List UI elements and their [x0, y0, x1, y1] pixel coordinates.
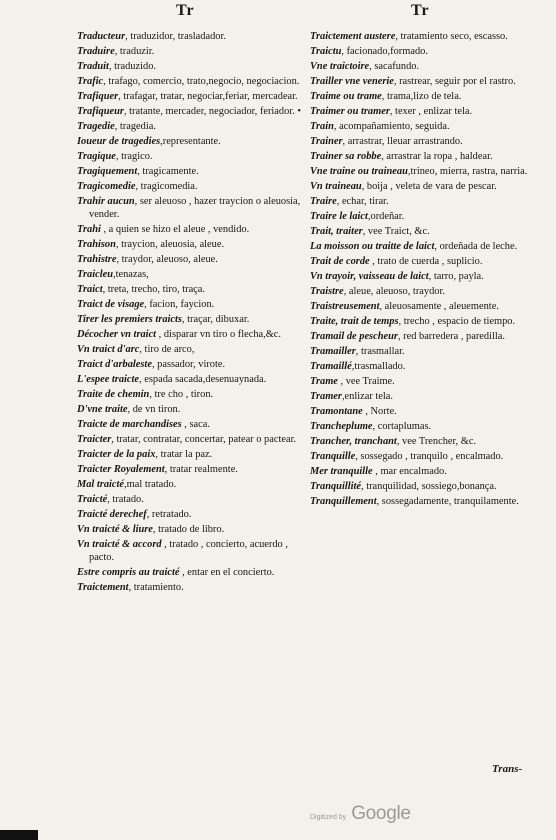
entry-definition: , sacafundo. [369, 60, 420, 72]
entry-headword: Estre compris au traicté [77, 567, 180, 579]
dictionary-entry [310, 450, 543, 463]
entry-definition: , tratado. [107, 493, 144, 505]
dictionary-entry [310, 360, 543, 373]
dictionary-entry [77, 418, 307, 431]
dictionary-entry [77, 253, 307, 266]
entry-headword: Trahistre [77, 254, 117, 266]
dictionary-entry [77, 343, 307, 356]
entry-headword: Traicter [77, 433, 112, 445]
entry-definition: , tragedia. [114, 120, 156, 132]
entry-definition: , tarro, payla. [428, 270, 484, 282]
entry-definition: , vee Traime. [337, 375, 395, 387]
entry-headword: Trahi [77, 224, 101, 236]
entry-headword: Mer tranquille [310, 465, 373, 477]
dictionary-entry [77, 328, 307, 341]
entry-headword: La moisson ou traitte de laict [310, 240, 435, 252]
entry-definition: , tratamiento. [128, 582, 184, 594]
entry-definition: , tragicomedia. [135, 180, 198, 192]
dictionary-entry [77, 150, 307, 163]
entry-headword: Traite, trait de temps [310, 315, 399, 327]
dictionary-entry [77, 581, 307, 594]
entry-definition: , vee Traict, &c. [362, 225, 430, 237]
dictionary-entry [310, 195, 543, 208]
entry-headword: Trailler vne venerie [310, 75, 394, 87]
entry-headword: Traicter Royalement [77, 463, 165, 475]
entry-headword: Traicleu [77, 269, 113, 281]
entry-definition: , tratar la paz. [155, 448, 213, 460]
running-head-left: Tr [176, 2, 195, 19]
dictionary-entry [77, 120, 307, 133]
entry-definition: , tratar realmente. [164, 463, 238, 475]
entry-headword: Traictement austere [310, 31, 396, 42]
entry-definition: , rastrear, seguir por el rastro. [393, 75, 516, 87]
entry-headword: Traicté [77, 493, 108, 505]
entry-headword: Tramaillé [310, 360, 352, 372]
entry-headword: Trafiqueur [77, 105, 124, 117]
dictionary-entry [77, 493, 307, 506]
entry-definition: ,mal tratado. [124, 478, 177, 490]
entry-headword: Traime ou trame [310, 90, 382, 102]
dictionary-entry [310, 60, 543, 73]
dictionary-entry [310, 180, 543, 193]
entry-headword: Trahison [77, 239, 116, 251]
dictionary-entry [310, 375, 543, 388]
dictionary-entry [77, 448, 307, 461]
entry-definition: , Norte. [362, 405, 397, 417]
dictionary-entry [310, 165, 543, 178]
entry-headword: Ioueur de tragedies [77, 135, 161, 147]
entry-definition: , tratar, contratar, concertar, patear o pactear. [111, 433, 297, 445]
dictionary-entry [77, 105, 307, 118]
entry-definition: ,ordeñar. [367, 210, 405, 222]
entry-headword: Tranquillement [310, 495, 377, 507]
dictionary-entry [310, 240, 543, 253]
entry-headword: Tramontane [310, 405, 363, 417]
dictionary-entry [310, 210, 543, 223]
dictionary-entry [77, 90, 307, 103]
entry-definition: , echar, tirar. [336, 195, 389, 207]
dictionary-entry [310, 315, 543, 328]
entry-definition: , trafagar, tratar, negociar,feriar, mercadear. [118, 90, 298, 102]
entry-headword: Traduire [77, 45, 115, 57]
dictionary-entry [77, 75, 307, 88]
entry-definition: , traduzidor, trasladador. [125, 31, 226, 42]
entry-definition: , tratante, mercader, negociador, feriador. • [123, 105, 302, 117]
entry-headword: Tramailler [310, 345, 356, 357]
digitized-by-watermark [310, 803, 411, 825]
entry-definition: , sossegadamente, tranquilamente. [376, 495, 519, 507]
entry-definition: , espada sacada,desenuaynada. [139, 373, 267, 385]
dictionary-entry [77, 238, 307, 251]
entry-headword: Tirer les premiers traicts [77, 314, 182, 326]
entry-headword: D'vne traite [77, 403, 128, 415]
entry-definition: , traçar, dibuxar. [181, 314, 250, 326]
entry-headword: Trafic [77, 75, 104, 87]
dictionary-entry [310, 135, 543, 148]
entry-definition: , traycion, aleuosia, aleue. [115, 239, 225, 251]
dictionary-entry [310, 465, 543, 478]
entry-definition: , vee Trencher, &c. [396, 435, 477, 447]
dictionary-entry [77, 523, 307, 536]
dictionary-entry [310, 285, 543, 298]
entry-headword: Traict [77, 284, 103, 296]
entry-definition: , facionado,formado. [341, 45, 428, 57]
entry-definition: , trecho , espacio de tiempo. [398, 315, 516, 327]
dictionary-entry [77, 60, 307, 73]
scan-edge-mark [0, 830, 38, 840]
dictionary-entry [77, 388, 307, 401]
dictionary-entry [310, 225, 543, 238]
entry-definition: , aleue, aleuoso, traydor. [343, 285, 445, 297]
entry-headword: Traictu [310, 45, 342, 57]
dictionary-entry [310, 420, 543, 433]
entry-definition: , saca. [181, 418, 210, 430]
entry-definition: , treta, trecho, tiro, traça. [102, 284, 206, 296]
entry-headword: Tramer [310, 390, 342, 402]
entry-headword: Tranquillité [310, 480, 361, 492]
entry-headword: L'espee traicte [77, 373, 140, 385]
dictionary-entry [77, 403, 307, 416]
entry-definition: ,tenazas, [112, 269, 149, 281]
dictionary-entry [77, 30, 307, 43]
dictionary-entry [77, 373, 307, 386]
entry-headword: Traict d'arbaleste [77, 358, 152, 370]
dictionary-entry [310, 30, 543, 43]
entry-headword: Traistre [310, 285, 344, 297]
entry-definition: , tragico. [115, 150, 153, 162]
entry-definition: , tratamiento seco, escasso. [395, 31, 508, 42]
dictionary-entry [310, 345, 543, 358]
entry-definition: , sossegado , tranquilo , encalmado. [355, 450, 504, 462]
entry-definition: , traduzido. [108, 60, 156, 72]
dictionary-entry [310, 300, 543, 313]
dictionary-entry [77, 195, 307, 222]
entry-definition: , arrastrar, lleuar arrastrando. [342, 135, 463, 147]
entry-headword: Traistreusement [310, 300, 380, 312]
entry-headword: Vne traine ou traineau [310, 165, 408, 177]
entry-headword: Tragiquement [77, 165, 138, 177]
dictionary-entry [77, 313, 307, 326]
entry-headword: Train [310, 120, 334, 132]
dictionary-entry [310, 405, 543, 418]
dictionary-entry [77, 283, 307, 296]
entry-definition: ,trasmallado. [351, 360, 406, 372]
dictionary-entry [310, 435, 543, 448]
entry-headword: Vne traictoire [310, 60, 370, 72]
entry-definition: , tranquilidad, sossiego,bonança. [361, 480, 497, 492]
entry-definition: , passador, virote. [151, 358, 226, 370]
dictionary-entry [77, 180, 307, 193]
dictionary-entry [77, 165, 307, 178]
dictionary-entry [310, 45, 543, 58]
entry-headword: Trainer [310, 135, 343, 147]
dictionary-entry [310, 255, 543, 268]
entry-definition: , aleuosamente , aleuemente. [379, 300, 499, 312]
entry-headword: Traire [310, 195, 337, 207]
entry-headword: Trame [310, 375, 338, 387]
entry-definition: , ser aleuoso , hazer traycion o aleuosia, vender. [89, 195, 301, 221]
dictionary-entry [77, 298, 307, 311]
entry-headword: Trahir aucun [77, 195, 135, 207]
dictionary-entry [77, 135, 307, 148]
entry-headword: Tramail de pescheur [310, 330, 398, 342]
entry-definition: , texer , enlizar tela. [389, 105, 473, 117]
dictionary-entry [77, 433, 307, 446]
left-column [77, 30, 307, 596]
entry-headword: Trainer sa robbe [310, 150, 382, 162]
entry-definition: , red barredera , paredilla. [397, 330, 505, 342]
google-logo: Google [351, 803, 411, 824]
entry-headword: Traire le laict [310, 210, 368, 222]
entry-definition: , disparar vn tiro o flecha,&c. [156, 329, 282, 340]
entry-definition: , tratado , concierto, acuerdo , pacto. [89, 538, 288, 564]
entry-definition: , trama,lizo de tela. [381, 90, 462, 102]
entry-headword: Tragedie [77, 120, 115, 132]
entry-headword: Vn trayoir, vaisseau de laict [310, 270, 429, 282]
entry-headword: Traictement [77, 582, 129, 594]
entry-headword: Décocher vn traict [77, 329, 157, 340]
entry-headword: Trancher, tranchant [310, 435, 397, 447]
entry-definition: , entar en el concierto. [179, 567, 275, 579]
dictionary-entry [310, 330, 543, 343]
dictionary-entry [77, 538, 307, 565]
dictionary-entry [310, 270, 543, 283]
entry-headword: Traite de chemin [77, 388, 150, 400]
dictionary-entry [77, 566, 307, 579]
entry-headword: Tragique [77, 150, 116, 162]
dictionary-entry [310, 480, 543, 493]
dictionary-entry [77, 508, 307, 521]
entry-headword: Traimer ou tramer [310, 105, 390, 117]
entry-definition: , cortaplumas. [372, 420, 432, 432]
dictionary-entry [310, 75, 543, 88]
dictionary-entry [77, 358, 307, 371]
entry-definition: , trafago, comercio, trato,negocio, negociacion. [103, 75, 300, 87]
entry-definition: , mar encalmado. [372, 465, 447, 477]
entry-headword: Traducteur [77, 31, 126, 42]
right-column [310, 30, 543, 510]
entry-headword: Trafiquer [77, 90, 119, 102]
entry-definition: , facion, faycion. [144, 299, 215, 311]
entry-headword: Traicté derechef [77, 508, 147, 520]
entry-definition: , arrastrar la ropa , haldear. [381, 150, 493, 162]
entry-definition: , trasmallar. [355, 345, 405, 357]
entry-headword: Tranquille [310, 450, 356, 462]
entry-definition: , a quien se hizo el aleue , vendido. [100, 224, 250, 236]
entry-definition: , acompañamiento, seguida. [333, 120, 450, 132]
entry-definition: , traydor, aleuoso, aleue. [116, 254, 218, 266]
entry-headword: Traict de visage [77, 299, 145, 311]
entry-definition: ,enlizar tela. [341, 390, 394, 402]
catchword: Trans- [492, 763, 523, 775]
entry-definition: , tratado de libro. [152, 523, 225, 535]
entry-definition: ,trineo, mierra, rastra, narria. [407, 165, 528, 177]
dictionary-entry [77, 478, 307, 491]
dictionary-entry [77, 268, 307, 281]
entry-headword: Vn traicté & accord [77, 538, 162, 550]
dictionary-entry [77, 45, 307, 58]
entry-headword: Vn traineau [310, 180, 362, 192]
dictionary-entry [310, 90, 543, 103]
dictionary-entry [310, 495, 543, 508]
entry-definition: , retratado. [146, 508, 192, 520]
entry-headword: Tragicomedie [77, 180, 136, 192]
entry-definition: , ordeñada de leche. [434, 240, 518, 252]
entry-definition: , de vn tiron. [127, 403, 181, 415]
dictionary-entry [310, 120, 543, 133]
entry-headword: Vn traict d'arc [77, 343, 140, 355]
dictionary-entry [310, 390, 543, 403]
entry-definition: , traduzir. [114, 45, 155, 57]
entry-headword: Trait, traiter [310, 225, 363, 237]
entry-definition: , trato de cuerda , suplicio. [369, 255, 483, 267]
running-head-right: Tr [411, 2, 430, 19]
digitized-by-text: Digitized by [310, 814, 347, 821]
entry-headword: Trait de corde [310, 255, 370, 267]
entry-definition: , tiro de arco, [139, 343, 195, 355]
entry-headword: Traicter de la paix [77, 448, 156, 460]
dictionary-entry [310, 150, 543, 163]
entry-headword: Mal traicté [77, 478, 125, 490]
entry-definition: , tragicamente. [137, 165, 199, 177]
dictionary-entry [77, 463, 307, 476]
entry-definition: , tre cho , tiron. [149, 388, 214, 400]
dictionary-entry [77, 223, 307, 236]
entry-headword: Traduit [77, 60, 109, 72]
entry-headword: Vn traicté & liure [77, 523, 153, 535]
entry-definition: ,representante. [160, 135, 221, 147]
entry-headword: Trancheplume [310, 420, 373, 432]
entry-headword: Traicte de marchandises [77, 418, 182, 430]
entry-definition: , boija , veleta de vara de pescar. [361, 180, 497, 192]
dictionary-entry [310, 105, 543, 118]
